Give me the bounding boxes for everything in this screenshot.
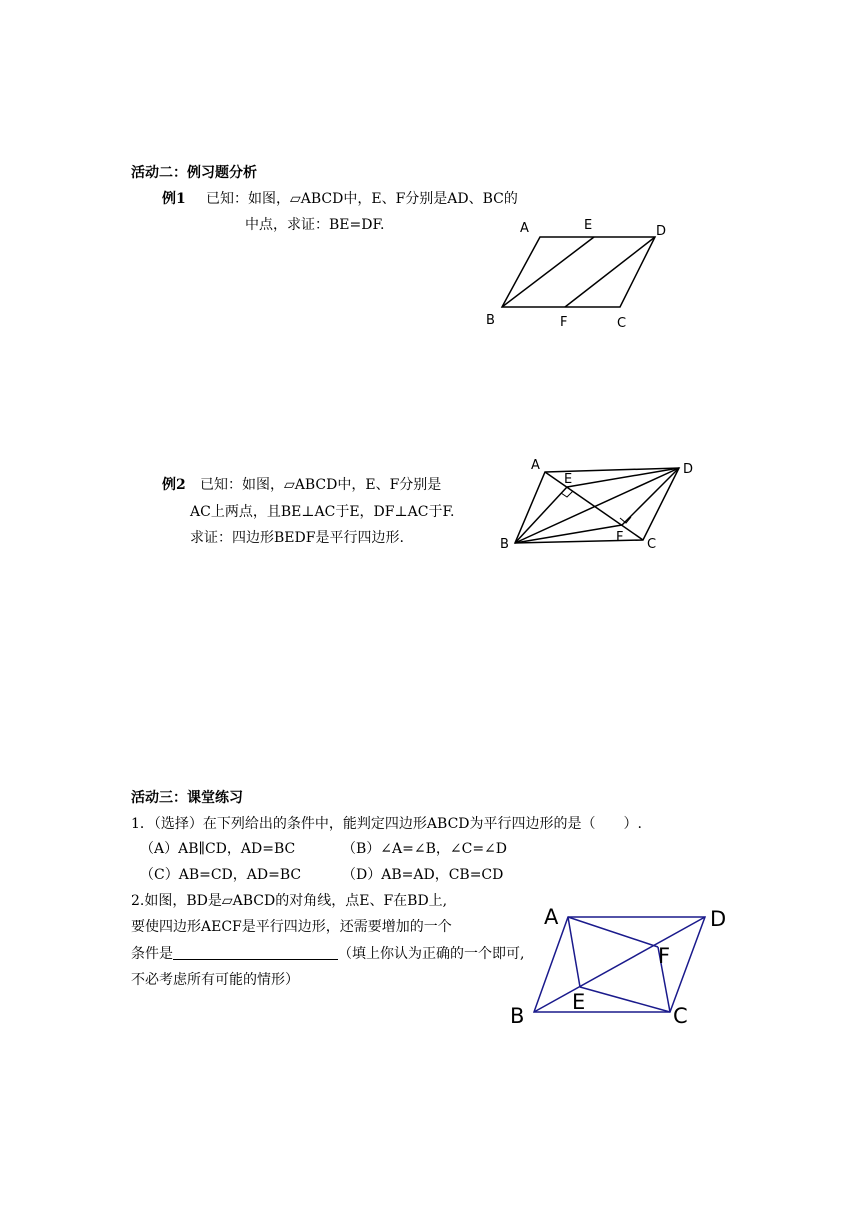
answer-blank[interactable] (173, 945, 338, 960)
activity3-heading: 活动三：课堂练习 (131, 790, 243, 806)
question1-option-a: （A）AB∥CD，AD=BC (140, 841, 296, 857)
example1-label: 例1 (162, 191, 186, 207)
question2-line3-prefix: 条件是 (131, 946, 173, 962)
example2-line1: 已知：如图，▱ABCD中，E、F分别是 (200, 477, 442, 493)
fig1-label-c: C (617, 316, 627, 331)
example2-line2: AC上两点，且BE⊥AC于E，DF⊥AC于F. (190, 504, 455, 520)
fig2-label-c: C (647, 537, 657, 552)
fig3-label-c: C (673, 1004, 688, 1028)
activity2-heading: 活动二：例习题分析 (131, 165, 257, 181)
fig1-label-a: A (520, 221, 529, 236)
fig3-label-b: B (510, 1004, 525, 1028)
fig2-label-a: A (531, 458, 540, 473)
question2-line4: 不必考虑所有可能的情形） (131, 972, 299, 988)
fig1-label-b: B (486, 313, 495, 328)
fig3-label-f: F (658, 944, 671, 968)
example2-line3: 求证：四边形BEDF是平行四边形. (190, 530, 404, 546)
fig1-label-f: F (560, 315, 568, 330)
fig2-label-f: F (616, 530, 624, 545)
question1-option-d: （D）AB=AD，CB=CD (342, 867, 504, 883)
fig1-label-e: E (584, 218, 593, 233)
question1-option-c: （C）AB=CD，AD=BC (140, 867, 302, 883)
question2-line3-suffix: （填上你认为正确的一个即可, (338, 946, 525, 962)
fig2-label-e: E (564, 472, 573, 487)
question1-option-b: （B）∠A=∠B，∠C=∠D (342, 841, 508, 857)
fig3-label-a: A (544, 905, 559, 929)
figure1-parallelogram (480, 212, 667, 332)
example2-label: 例2 (162, 477, 186, 493)
fig2-label-b: B (500, 537, 509, 552)
figure2-parallelogram (495, 455, 695, 555)
fig1-label-d: D (656, 224, 667, 239)
question2-line3 (131, 945, 524, 963)
question1-stem: 1．（选择）在下列给出的条件中，能判定四边形ABCD为平行四边形的是（ ）. (131, 816, 642, 832)
question2-line1: 2.如图，BD是▱ABCD的对角线，点E、F在BD上, (131, 893, 448, 909)
example1-line2: 中点，求证：BE=DF. (245, 217, 385, 233)
example1-line1: 已知：如图，▱ABCD中，E、F分别是AD、BC的 (206, 191, 518, 207)
figure3-parallelogram (500, 905, 727, 1028)
question2-line2: 要使四边形AECF是平行四边形，还需要增加的一个 (131, 919, 452, 935)
fig2-label-d: D (683, 462, 694, 477)
fig3-label-e: E (572, 990, 586, 1014)
fig3-label-d: D (710, 907, 727, 931)
